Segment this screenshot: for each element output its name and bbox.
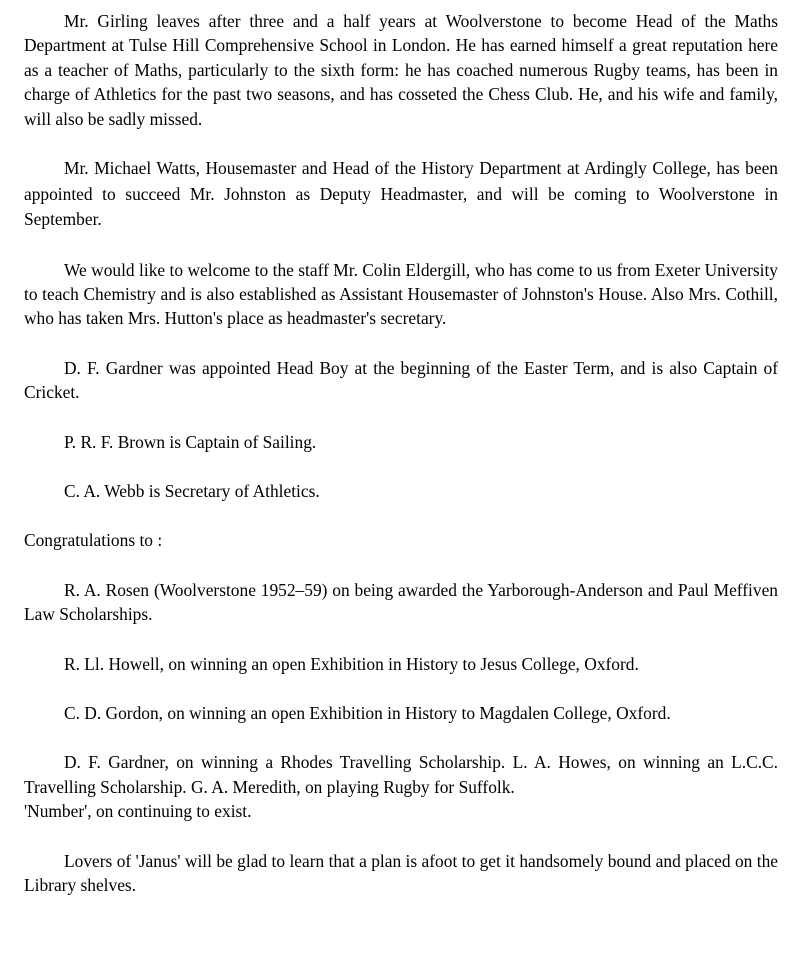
paragraph-gap [24, 725, 778, 750]
paragraph-watts-appointment: Mr. Michael Watts, Housemaster and Head of the History Department at Ardingly College, has been appointed to succeed Mr. Johnston as Deputy Headmaster, and will be coming to Woolverstone in September. [24, 158, 778, 230]
paragraph-eldergill-welcome: We would like to welcome to the staff Mr. Colin Eldergill, who has come to us from Exeter University to teach Chemistry and is also established as Assistant Housemaster of Johnston's House. Also Mrs. Cothill, who has taken Mrs. Hutton's place as headmaster's secretary. [24, 259, 778, 329]
paragraph-rosen-scholarship: R. A. Rosen (Woolverstone 1952–59) on being awarded the Yarborough-Anderson and Paul Meffiven Law Scholarships. [24, 579, 778, 625]
paragraph-janus-binding: Lovers of 'Janus' will be glad to learn that a plan is afoot to get it handsomely bound and placed on the Library shelves. [24, 850, 778, 896]
paragraph-gardner-rhodes-group [24, 750, 778, 823]
paragraph-gap [24, 627, 778, 652]
paragraph-gap [24, 331, 778, 356]
paragraph-gardner-rhodes: D. F. Gardner, on winning a Rhodes Travelling Scholarship. L. A. Howes, on winning an L.C.C. Travelling Scholarship. G. A. Meredith, on playing Rugby for Suffolk. [24, 752, 778, 797]
document-page [24, 9, 778, 897]
paragraph-number-continuation: 'Number', on continuing to exist. [24, 801, 252, 822]
paragraph-gap [24, 405, 778, 430]
paragraph-gap [24, 824, 778, 849]
paragraph-gap [24, 233, 778, 258]
paragraph-gardner-head-boy: D. F. Gardner was appointed Head Boy at the beginning of the Easter Term, and is also Captain of Cricket. [24, 357, 778, 403]
paragraph-gap [24, 676, 778, 701]
paragraph-gap [24, 553, 778, 578]
paragraph-howell-exhibition: R. Ll. Howell, on winning an open Exhibition in History to Jesus College, Oxford. [64, 653, 639, 674]
paragraph-gordon-exhibition: C. D. Gordon, on winning an open Exhibition in History to Magdalen College, Oxford. [64, 703, 671, 723]
paragraph-gap [24, 131, 778, 156]
paragraph-girling-departure: Mr. Girling leaves after three and a half years at Woolverstone to become Head of the Maths Department at Tulse Hill Comprehensive School in London. He has earned himself a great reputation here as a teacher of Maths, particularly to the sixth form: he has coached numerous Rugby teams, has been in charge of Athletics for the past two seasons, and has cosseted the Chess Club. He, and his wife and family, will also be sadly missed. [24, 11, 778, 129]
congratulations-heading: Congratulations to : [24, 530, 163, 551]
paragraph-brown-sailing: P. R. F. Brown is Captain of Sailing. [64, 431, 317, 452]
paragraph-webb-athletics: C. A. Webb is Secretary of Athletics. [64, 480, 320, 501]
paragraph-gap [24, 454, 778, 479]
paragraph-gap [24, 503, 778, 528]
